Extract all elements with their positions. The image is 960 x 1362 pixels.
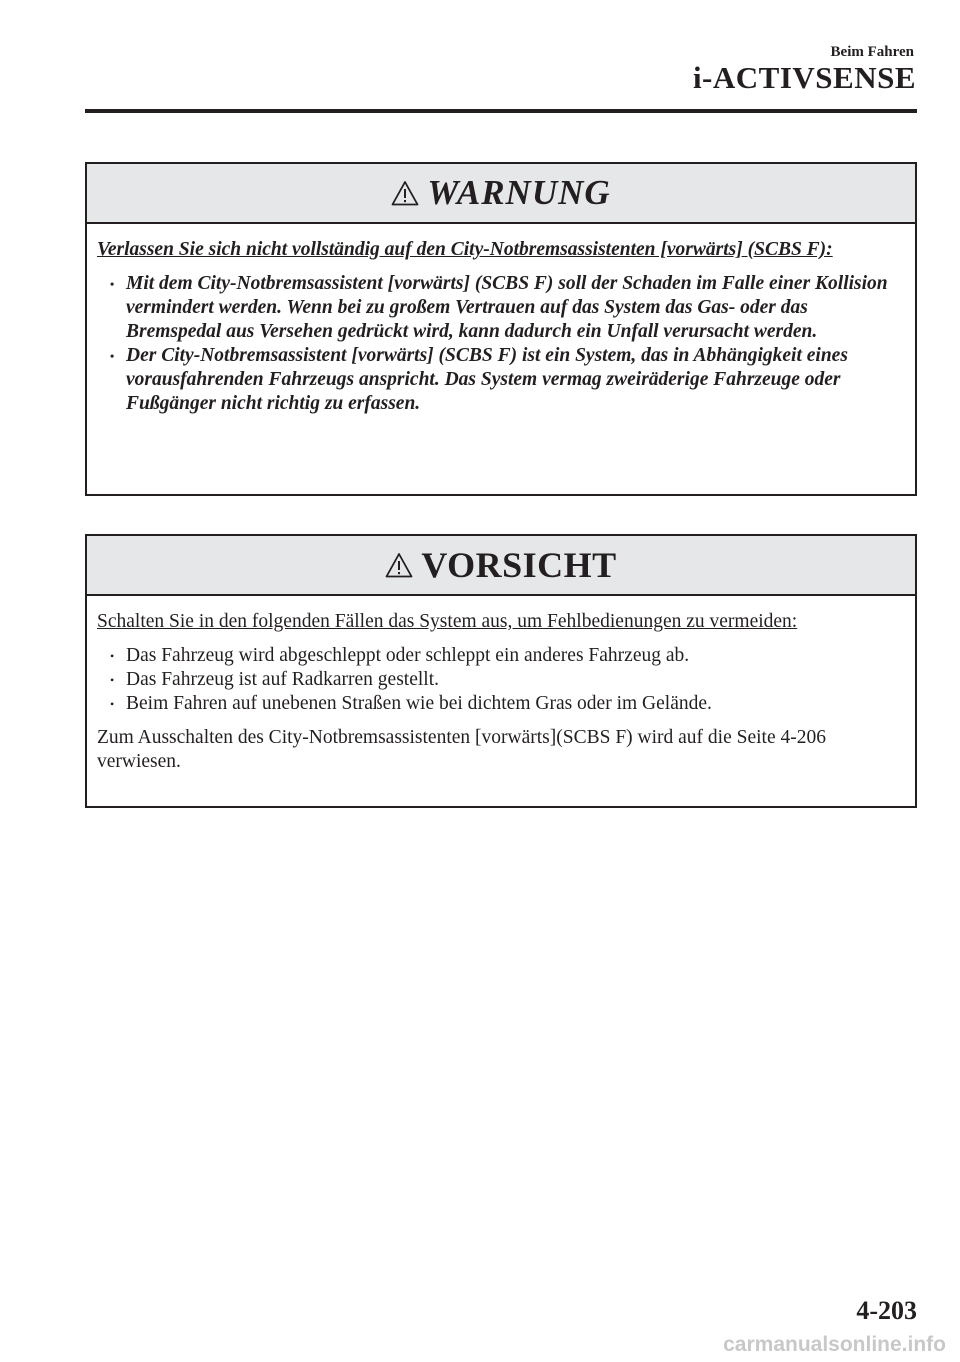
warning-body (87, 224, 915, 416)
page-number: 4-203 (856, 1296, 917, 1325)
warning-list (97, 272, 905, 416)
header-rule (85, 109, 917, 113)
caution-box (85, 534, 917, 808)
warning-triangle-icon (385, 552, 413, 578)
caution-closing: Zum Ausschalten des City-Notbremsassistenten [vorwärts](SCBS F) wird auf die Seite 4-206 verwiesen. (97, 727, 826, 772)
caution-list (97, 644, 905, 716)
watermark: carmanualsonline.info (723, 1333, 946, 1356)
warning-box (85, 162, 917, 496)
warning-lead: Verlassen Sie sich nicht vollständig auf den City-Notbremsassistenten [vorwärts] (SCBS F): (97, 239, 833, 260)
warning-triangle-icon (391, 180, 419, 206)
caution-item: • Beim Fahren auf unebenen Straßen wie bei dichtem Gras oder im Gelände. (97, 692, 905, 716)
warning-header (87, 164, 915, 224)
warning-item: • Der City-Notbremsassistent [vorwärts] (SCBS F) ist ein System, das in Abhängigkeit eines vorausfahrenden Fahrzeugs anspricht. Das System vermag zweiräderige Fahrzeuge oder Fußgänger nicht richtig zu erfassen. (97, 344, 905, 416)
caution-item: • Das Fahrzeug ist auf Radkarren gestellt. (97, 668, 905, 692)
caution-body (87, 596, 915, 774)
caution-title: VORSICHT (421, 545, 617, 585)
warning-title: WARNUNG (427, 173, 611, 212)
caution-item: • Das Fahrzeug wird abgeschleppt oder schleppt ein anderes Fahrzeug ab. (97, 644, 905, 668)
caution-header (87, 536, 915, 596)
warning-item: • Mit dem City-Notbremsassistent [vorwärts] (SCBS F) soll der Schaden im Falle einer Kollision vermindert werden. Wenn bei zu großem Vertrauen auf das System das Gas- oder das Bremspedal aus Versehen gedrückt wird, kann dadurch ein Unfall verursacht werden. (97, 272, 905, 344)
section-label: Beim Fahren (830, 44, 914, 60)
caution-lead: Schalten Sie in den folgenden Fällen das System aus, um Fehlbedienungen zu vermeiden: (97, 611, 798, 632)
page-title: i-ACTIVSENSE (692, 60, 916, 95)
